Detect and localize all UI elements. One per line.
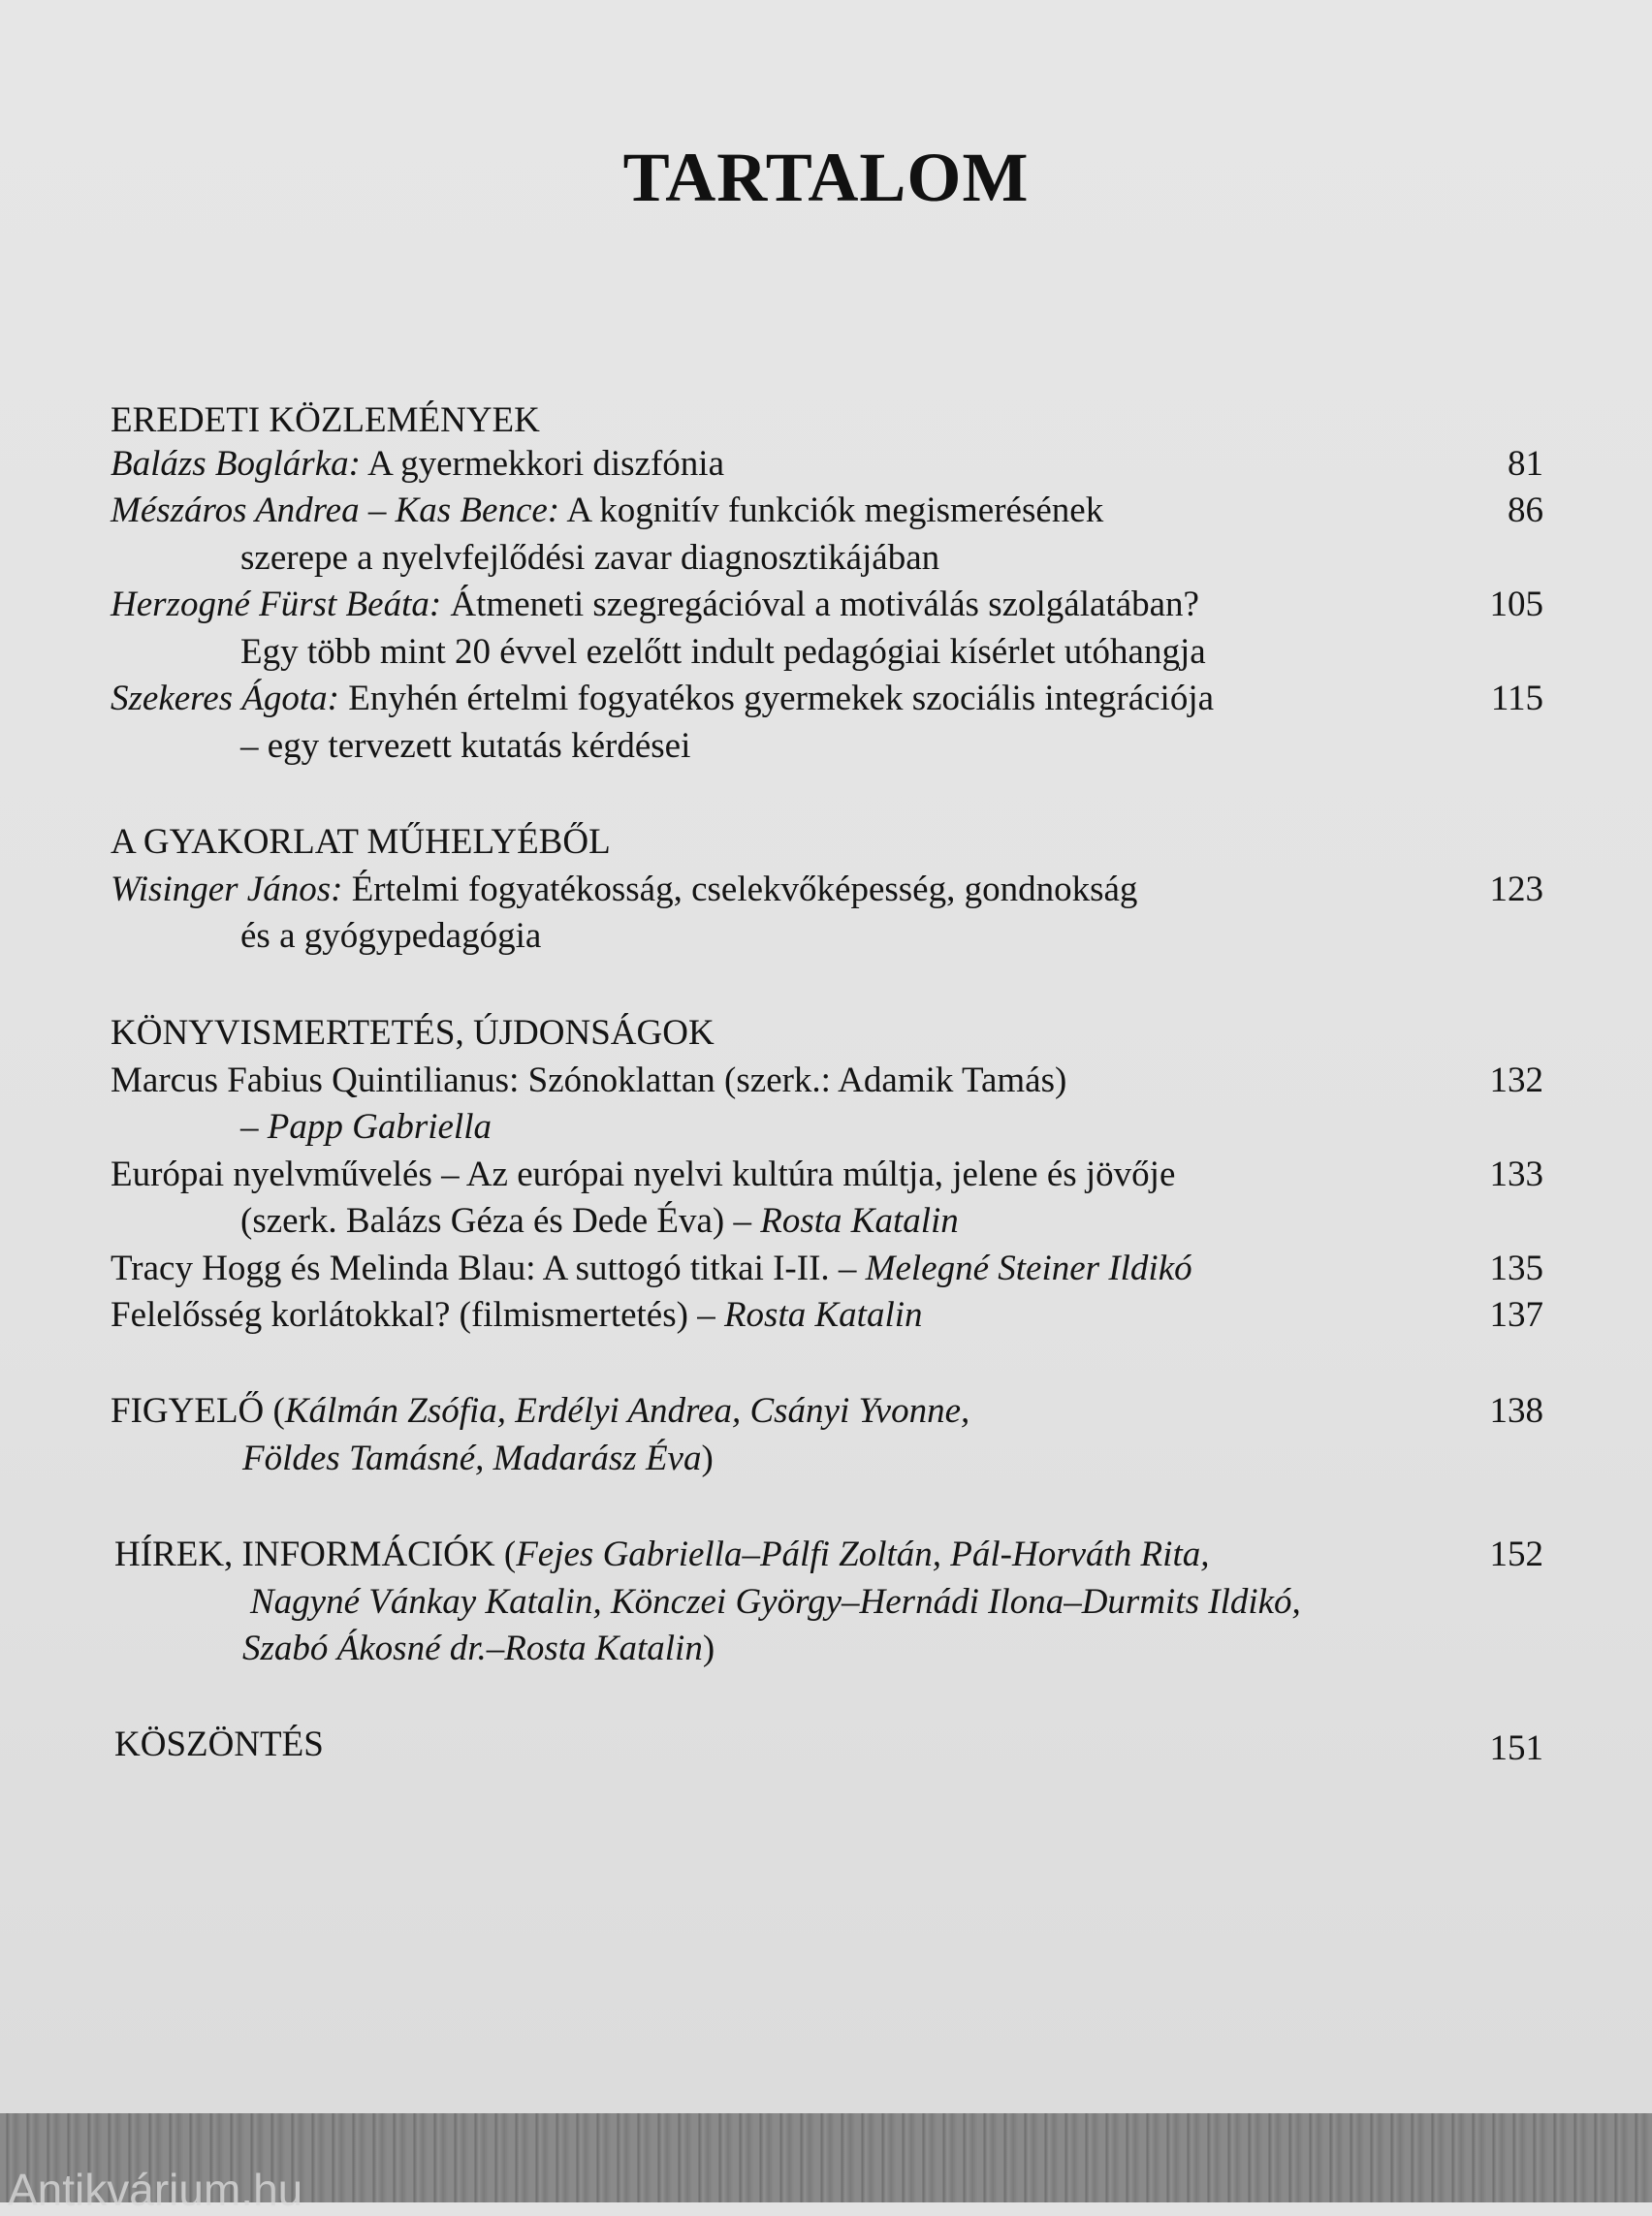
toc-entry[interactable] (0, 582, 1652, 628)
page-number: 81 (1508, 444, 1543, 484)
page-number: 135 (1489, 1249, 1543, 1288)
toc-entry[interactable] (0, 488, 1652, 534)
entry-authors: Nagyné Vánkay Katalin, Könczei György–Hernádi Ilona–Durmits Ildikó, (250, 1582, 1301, 1622)
toc-entry[interactable] (0, 676, 1652, 722)
page-number: 123 (1489, 870, 1543, 909)
toc-entry-continuation (0, 1104, 1652, 1151)
page-number: 115 (1490, 679, 1543, 718)
entry-title-cont: – egy tervezett kutatás kérdései (240, 726, 691, 766)
page-number: 152 (1489, 1535, 1543, 1574)
entry-author: Balázs Boglárka: (111, 444, 361, 484)
paren-close: ) (701, 1439, 714, 1478)
toc-entry-continuation (0, 913, 1652, 960)
entry-title: Tracy Hogg és Melinda Blau: A suttogó titkai I-II. – (111, 1249, 866, 1288)
entry-author: – Papp Gabriella (240, 1107, 492, 1147)
entry-title: Értelmi fogyatékosság, cselekvőképesség, gondnokság (342, 870, 1138, 909)
section-title: A GYAKORLAT MŰHELYÉBŐL (111, 822, 611, 862)
entry-title: Európai nyelvművelés – Az európai nyelvi kultúra múltja, jelene és jövője (111, 1155, 1176, 1194)
entry-title-cont: (szerk. Balázs Géza és Dede Éva) – (240, 1201, 761, 1241)
page-number: 132 (1489, 1061, 1543, 1100)
entry-title: A kognitív funkciók megismerésének (559, 491, 1104, 530)
page-number: 86 (1508, 491, 1543, 530)
paren-close: ) (702, 1629, 715, 1668)
section-title: KÖSZÖNTÉS (114, 1725, 324, 1764)
entry-author: Szekeres Ágota: (111, 679, 339, 718)
toc-entry-continuation (0, 629, 1652, 676)
entry-title: Enyhén értelmi fogyatékos gyermekek szociális integrációja (338, 679, 1215, 718)
entry-author: Melegné Steiner Ildikó (865, 1249, 1192, 1288)
toc-entry[interactable] (0, 1292, 1652, 1339)
section-title: HÍREK, INFORMÁCIÓK (114, 1535, 495, 1574)
toc-entry-continuation (0, 1198, 1652, 1245)
toc-entry[interactable] (0, 1058, 1652, 1104)
section-title: KÖNYVISMERTETÉS, ÚJDONSÁGOK (111, 1013, 715, 1053)
page-number: 137 (1489, 1295, 1543, 1335)
toc-entry[interactable] (0, 1388, 1652, 1435)
entry-title-cont: Egy több mint 20 évvel ezelőtt indult pedagógiai kísérlet utóhangja (240, 632, 1206, 672)
toc-entry[interactable] (0, 1722, 1652, 1768)
entry-authors: Földes Tamásné, Madarász Éva (242, 1439, 702, 1478)
entry-title-cont: szerepe a nyelvfejlődési zavar diagnosztikájában (240, 538, 940, 578)
page-number: 105 (1489, 585, 1543, 624)
toc-entry[interactable] (0, 1152, 1652, 1198)
bottom-edge-strip (0, 2113, 1652, 2215)
watermark: Antikvárium.hu (8, 2165, 303, 2215)
toc-entry[interactable] (0, 1532, 1652, 1578)
entry-title-cont: és a gyógypedagógia (240, 916, 542, 956)
section-title: EREDETI KÖZLEMÉNYEK (111, 400, 540, 440)
page-number: 138 (1489, 1391, 1543, 1431)
entry-author: Mészáros Andrea – Kas Bence: (111, 491, 560, 530)
section-heading (0, 819, 1652, 866)
entry-author: Herzogné Fürst Beáta: (111, 585, 442, 624)
toc-entry[interactable] (0, 1246, 1652, 1292)
toc-entry-continuation (0, 1626, 1652, 1672)
entry-title: A gyermekkori diszfónia (360, 444, 725, 484)
section-heading (0, 397, 1652, 444)
page-number: 151 (1489, 1728, 1543, 1768)
section-title: FIGYELŐ (111, 1391, 265, 1431)
entry-author: Rosta Katalin (723, 1295, 923, 1335)
entry-authors: Szabó Ákosné dr.–Rosta Katalin (242, 1629, 703, 1668)
entry-author: Rosta Katalin (760, 1201, 959, 1241)
toc-entry-continuation (0, 723, 1652, 770)
page-title: TARTALOM (622, 139, 1030, 216)
entry-author: Wisinger János: (111, 870, 343, 909)
toc-entry[interactable] (0, 867, 1652, 913)
toc-entry[interactable] (0, 441, 1652, 488)
page-number: 133 (1489, 1155, 1543, 1194)
paren-open: ( (264, 1391, 285, 1431)
entry-authors: Kálmán Zsófia, Erdélyi Andrea, Csányi Yvonne, (284, 1391, 970, 1431)
toc-entry-continuation (0, 1579, 1652, 1626)
entry-title: Marcus Fabius Quintilianus: Szónoklattan (szerk.: Adamik Tamás) (111, 1061, 1067, 1100)
entry-title: Felelősség korlátokkal? (filmismertetés) – (111, 1295, 724, 1335)
toc-entry-continuation (0, 1436, 1652, 1482)
entry-authors: Fejes Gabriella–Pálfi Zoltán, Pál-Horváth Rita, (516, 1535, 1210, 1574)
section-heading (0, 1010, 1652, 1057)
entry-title: Átmeneti szegregációval a motiválás szolgálatában? (441, 585, 1199, 624)
paren-open: ( (494, 1535, 517, 1574)
toc-entry-continuation (0, 535, 1652, 582)
